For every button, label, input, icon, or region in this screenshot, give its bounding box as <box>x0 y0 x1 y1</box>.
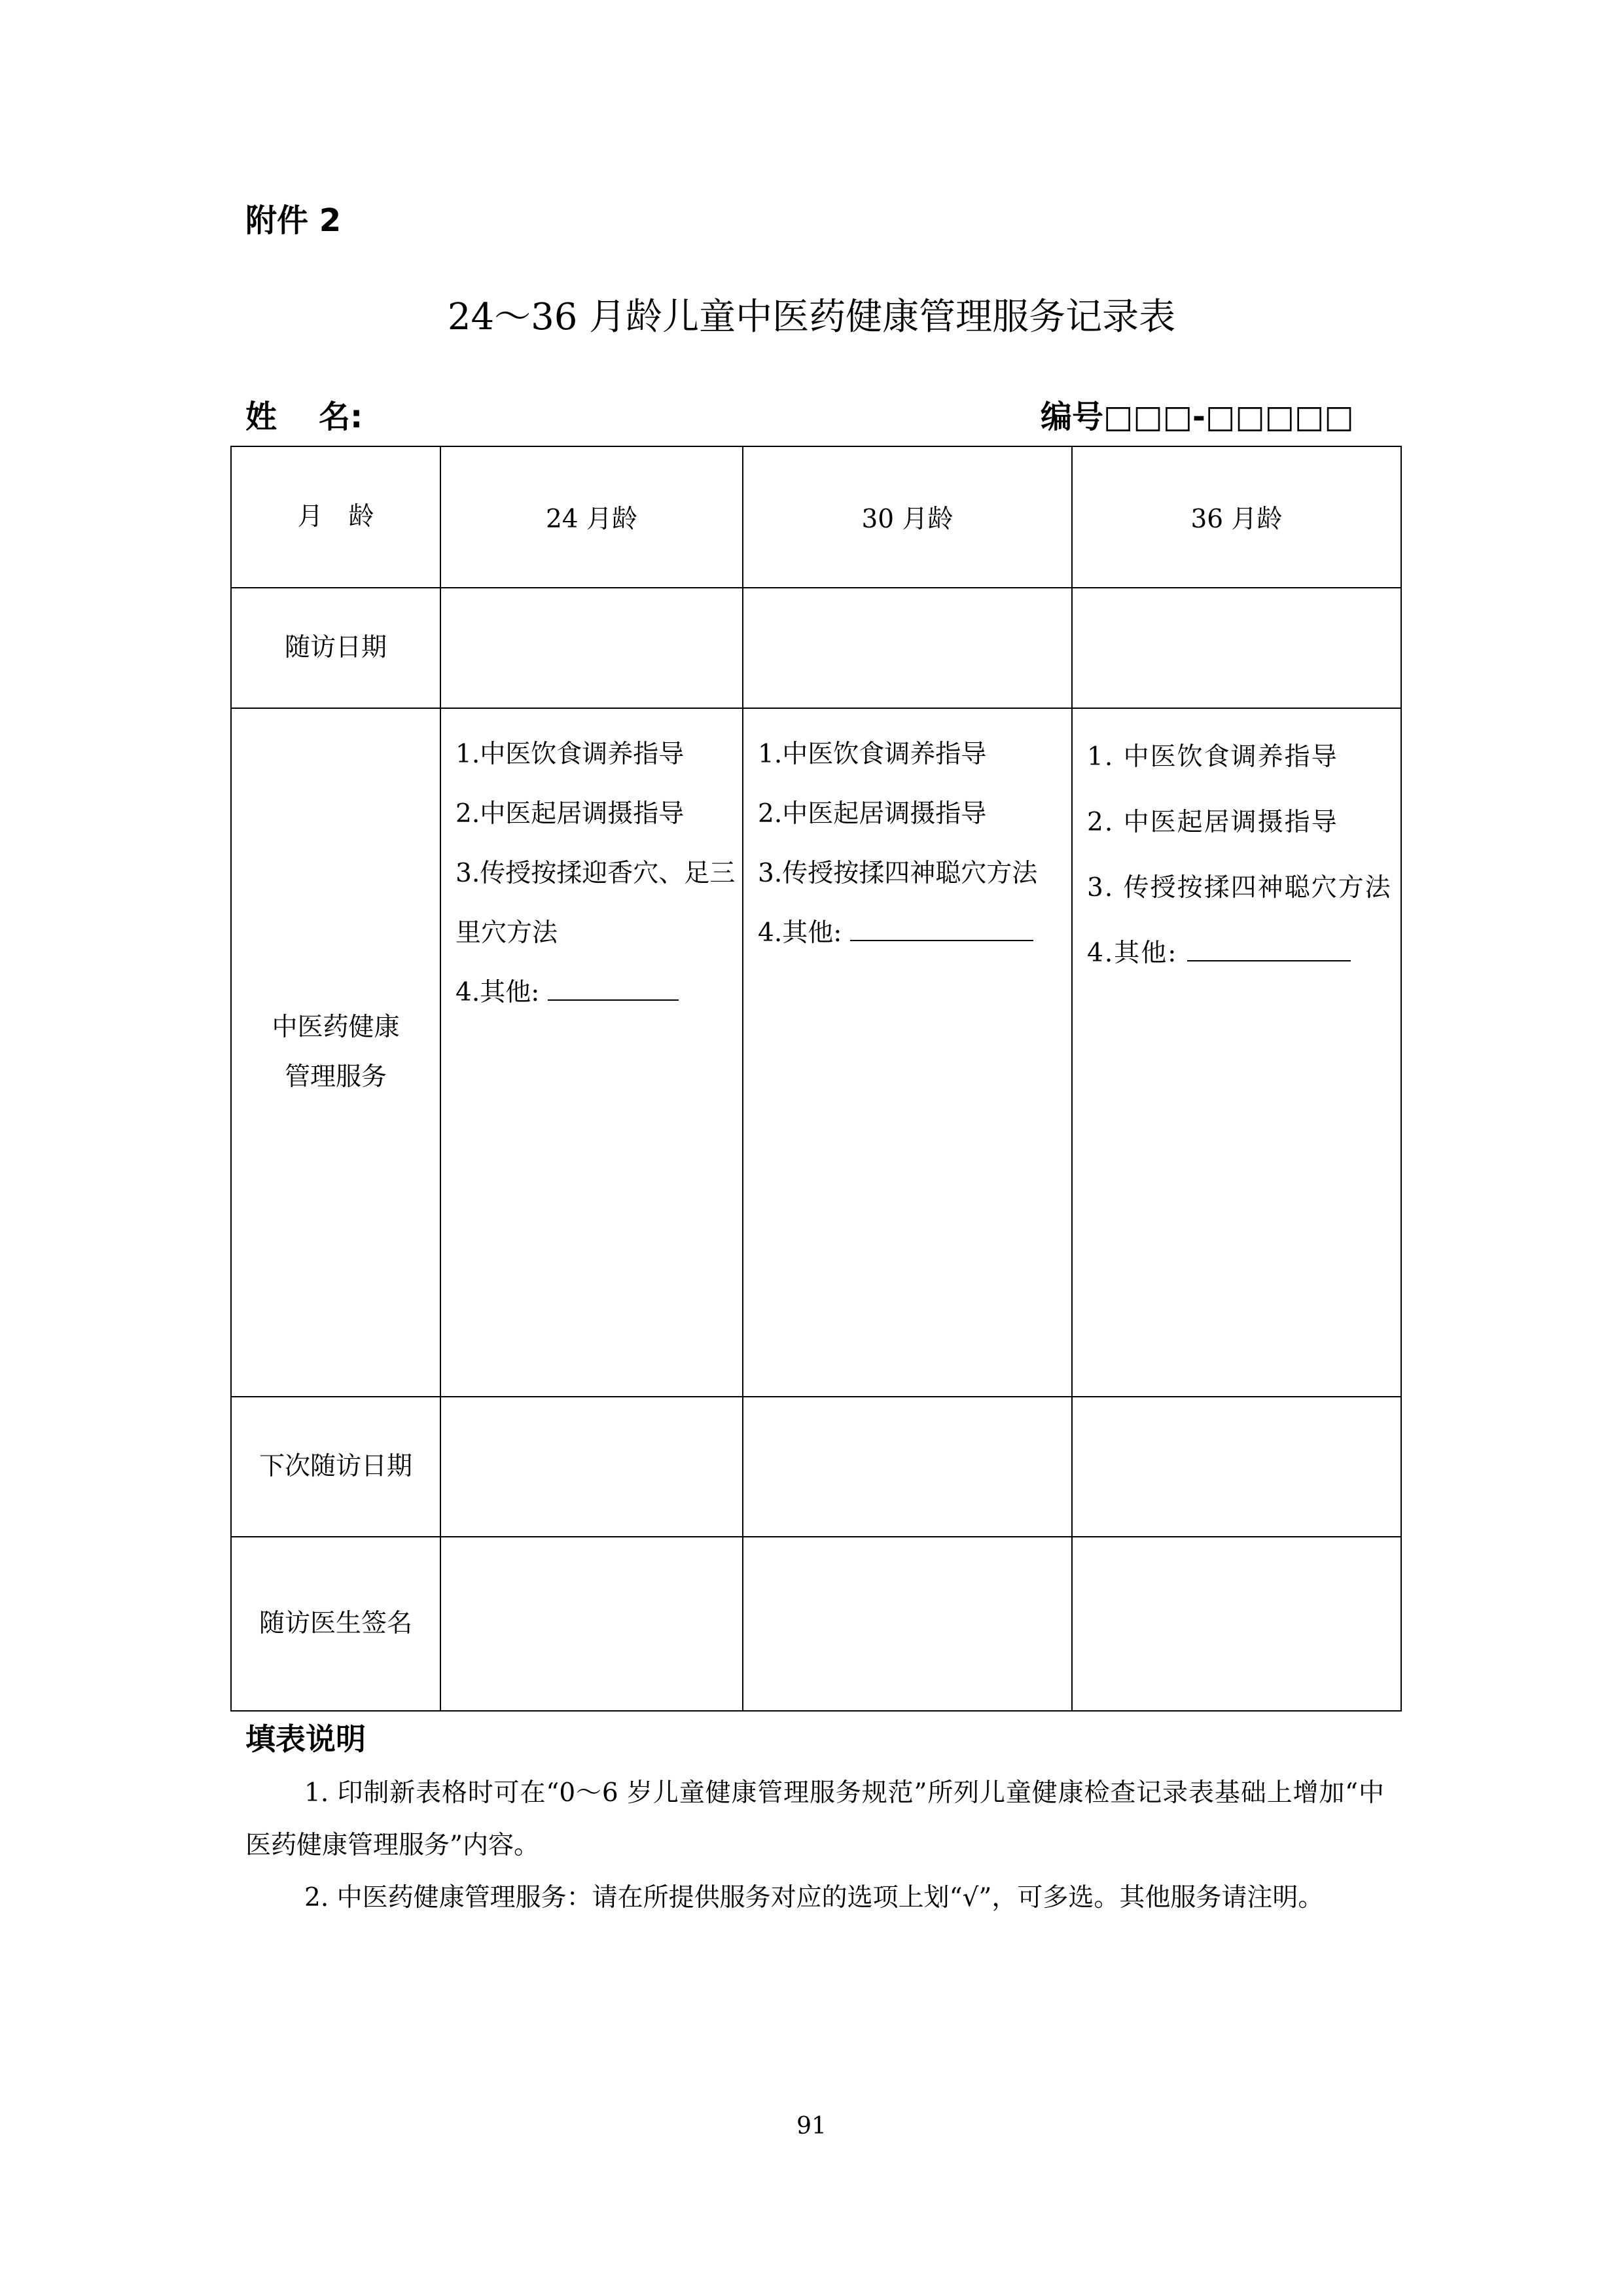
next-visit-date-header: 下次随访日期 <box>231 1397 440 1537</box>
instructions-title: 填表说明 <box>245 1721 366 1757</box>
service-option[interactable]: 1. 中医饮食调养指导 <box>1087 742 1338 772</box>
doctor-signature-row <box>231 1537 1401 1711</box>
service-header-line-2: 管理服务 <box>284 1062 387 1092</box>
service-other-label: 4.其他: <box>758 918 842 948</box>
serial-number-label: 编号□□□-□□□□□ <box>1041 399 1354 435</box>
visit-date-cell-24[interactable] <box>440 588 743 708</box>
service-cell-30 <box>743 708 1072 1397</box>
service-option[interactable]: 2. 中医起居调摄指导 <box>1087 808 1338 837</box>
instruction-item: 1. 印制新表格时可在“0～6 岁儿童健康管理服务规范”所列儿童健康检查记录表基础上增加“中医药健康管理服务”内容。 <box>245 1778 1384 1860</box>
service-option[interactable]: 2.中医起居调摄指导 <box>758 799 987 829</box>
service-other-option[interactable] <box>758 903 1067 963</box>
month-row <box>231 446 1401 588</box>
service-option[interactable]: 1.中医饮食调养指导 <box>758 740 987 769</box>
next-visit-date-cell-30[interactable] <box>743 1397 1072 1537</box>
signature-cell-24[interactable] <box>440 1537 743 1711</box>
service-other-option[interactable] <box>455 963 738 1022</box>
column-30-months: 30 月龄 <box>743 446 1072 588</box>
next-visit-date-cell-36[interactable] <box>1072 1397 1401 1537</box>
form-title: 24～36 月龄儿童中医药健康管理服务记录表 <box>447 296 1176 338</box>
signature-cell-30[interactable] <box>743 1537 1072 1711</box>
service-option[interactable]: 3. 传授按揉四神聪穴方法 <box>1087 873 1392 903</box>
service-header-line-1: 中医药健康 <box>272 1013 400 1042</box>
other-blank-line[interactable] <box>1187 934 1351 961</box>
service-option[interactable]: 3.传授按揉迎香穴、足三里穴方法 <box>455 859 736 948</box>
service-cell-24 <box>440 708 743 1397</box>
service-row <box>231 708 1401 1397</box>
column-24-months: 24 月龄 <box>440 446 743 588</box>
visit-date-cell-36[interactable] <box>1072 588 1401 708</box>
service-option[interactable]: 1.中医饮食调养指导 <box>455 740 685 769</box>
visit-date-row <box>231 588 1401 708</box>
signature-cell-36[interactable] <box>1072 1537 1401 1711</box>
name-label-rest: 名: <box>319 399 363 435</box>
service-other-label: 4.其他: <box>455 978 540 1007</box>
month-row-header: 月 龄 <box>231 446 440 588</box>
attachment-label: 附件 2 <box>245 202 342 239</box>
column-36-months: 36 月龄 <box>1072 446 1401 588</box>
page-number: 91 <box>796 2113 827 2140</box>
name-label-first-char: 姓 <box>245 399 277 435</box>
instruction-item: 2. 中医药健康管理服务：请在所提供服务对应的选项上划“√”，可多选。其他服务请注明。 <box>304 1883 1324 1912</box>
other-blank-line[interactable] <box>850 914 1033 941</box>
service-other-option[interactable] <box>1087 921 1397 986</box>
next-visit-date-cell-24[interactable] <box>440 1397 743 1537</box>
name-field-label <box>245 391 363 437</box>
service-option[interactable]: 2.中医起居调摄指导 <box>455 799 685 829</box>
service-cell-36 <box>1072 708 1401 1397</box>
other-blank-line[interactable] <box>548 973 679 1001</box>
visit-date-cell-30[interactable] <box>743 588 1072 708</box>
service-option[interactable]: 3.传授按揉四神聪穴方法 <box>758 859 1038 888</box>
record-table <box>230 446 1402 1712</box>
visit-date-header: 随访日期 <box>231 588 440 708</box>
doctor-signature-header: 随访医生签名 <box>231 1537 440 1711</box>
service-other-label: 4.其他: <box>1087 939 1178 968</box>
next-visit-date-row <box>231 1397 1401 1537</box>
service-row-header <box>231 708 440 1397</box>
